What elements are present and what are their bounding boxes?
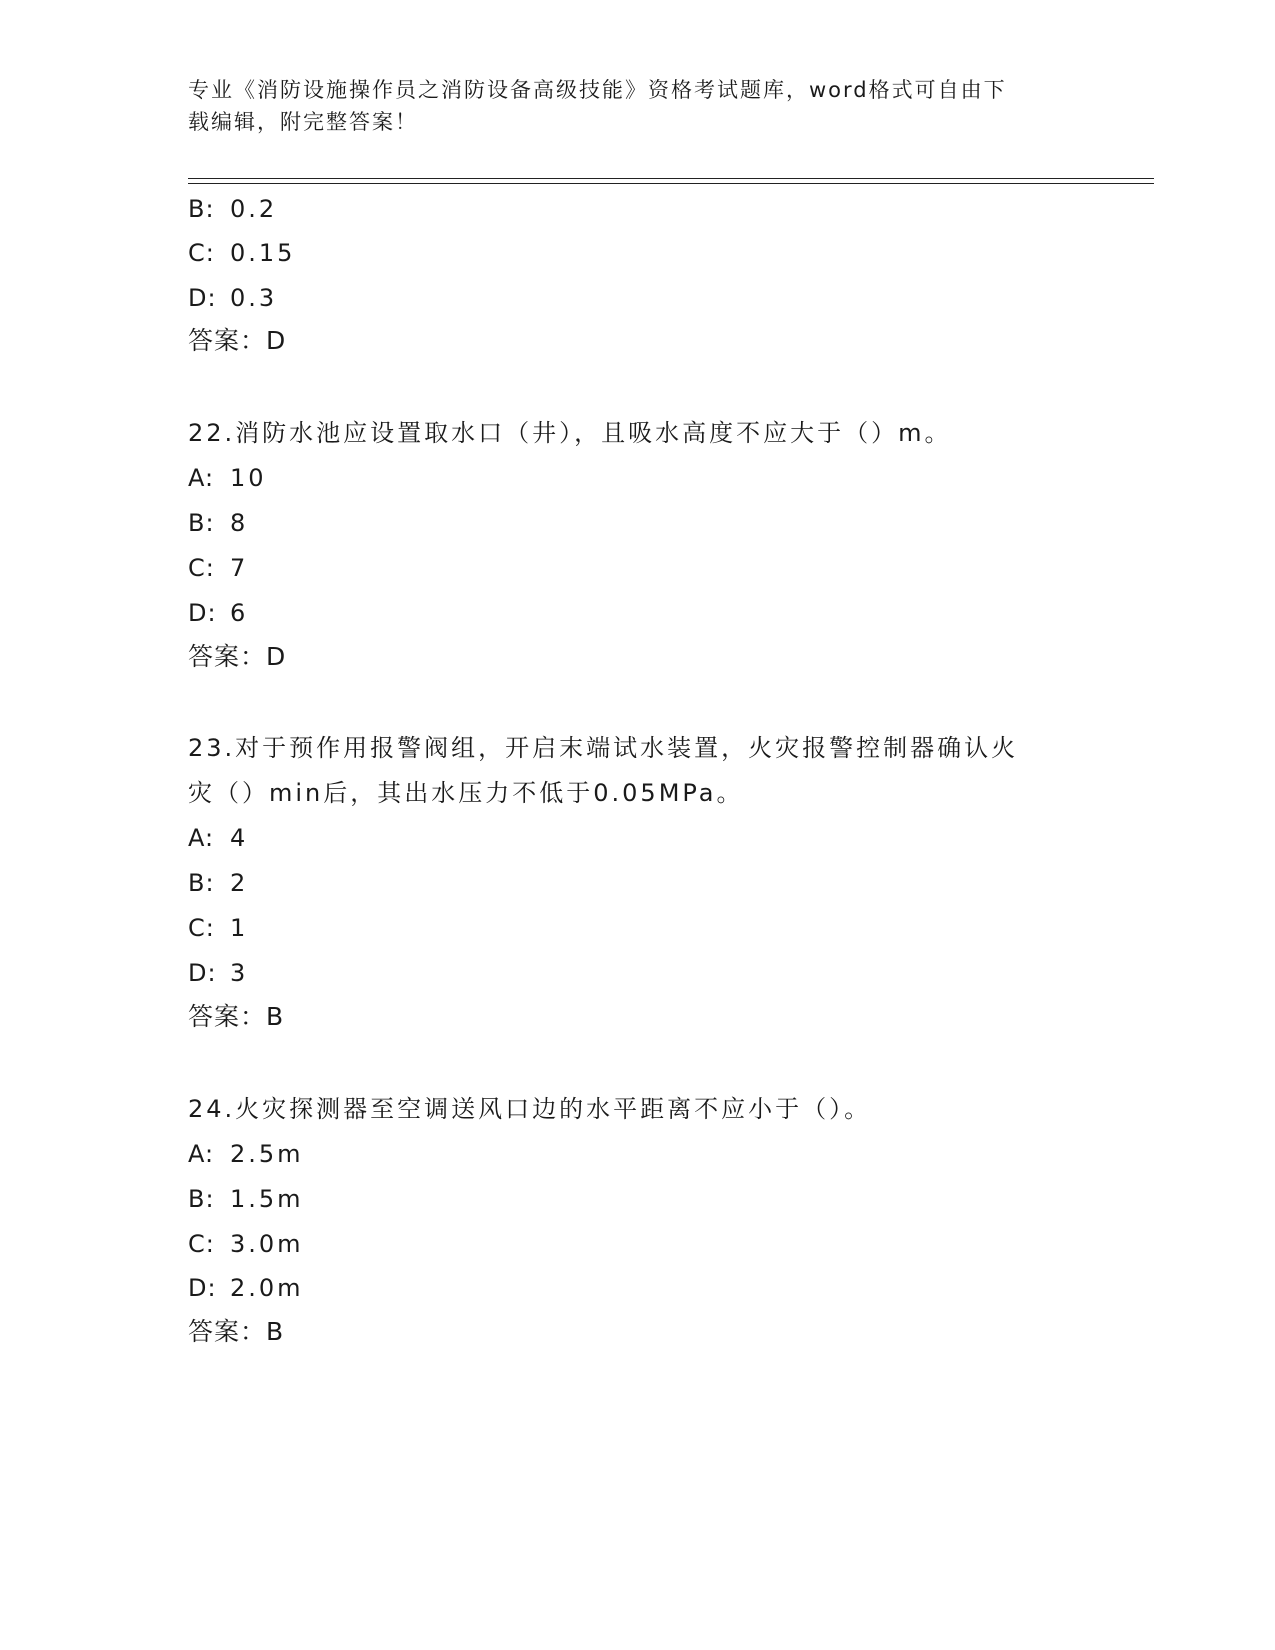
header-title-line-2: 载编辑，附完整答案！ — [188, 110, 418, 134]
option-text: 0.15 — [230, 239, 296, 267]
option-label: B: — [188, 195, 215, 223]
option-text: 1.5m — [230, 1185, 304, 1213]
option-text: 10 — [230, 464, 267, 492]
question-23-option-a — [188, 823, 248, 853]
option-text: 3.0m — [230, 1230, 304, 1258]
option-label: B: — [188, 509, 215, 537]
question-24-option-c — [188, 1229, 304, 1259]
document-header — [188, 74, 1068, 138]
option-label: B: — [188, 869, 215, 897]
option-text: 2.5m — [230, 1140, 304, 1168]
prev-option-b — [188, 194, 277, 224]
option-text: 7 — [230, 554, 249, 582]
question-24-option-d — [188, 1273, 304, 1303]
prev-answer: 答案：D — [188, 326, 287, 355]
question-23-option-b — [188, 868, 248, 898]
question-22-option-c — [188, 553, 248, 583]
option-label: C: — [188, 1230, 215, 1258]
option-label: C: — [188, 914, 215, 942]
prev-option-c — [188, 238, 295, 268]
prev-option-d — [188, 283, 277, 313]
option-label: D: — [188, 1274, 217, 1302]
question-23-answer: 答案：B — [188, 1002, 285, 1031]
question-22-answer: 答案：D — [188, 642, 287, 671]
option-text: 4 — [230, 824, 249, 852]
option-label: A: — [188, 824, 215, 852]
question-24-answer: 答案：B — [188, 1317, 285, 1346]
question-22-stem: 22.消防水池应设置取水口（井），且吸水高度不应大于（）m。 — [188, 419, 952, 447]
option-text: 3 — [230, 959, 249, 987]
option-label: D: — [188, 959, 217, 987]
header-divider-top — [188, 178, 1154, 179]
question-23-stem-line-1: 23.对于预作用报警阀组，开启末端试水装置，火灾报警控制器确认火 — [188, 734, 1019, 762]
question-23-option-c — [188, 913, 248, 943]
header-title-line-1: 专业《消防设施操作员之消防设备高级技能》资格考试题库，word格式可自由下 — [188, 78, 1007, 102]
option-text: 2.0m — [230, 1274, 304, 1302]
question-22-option-d — [188, 598, 248, 628]
question-23-stem-line-2: 灾（）min后，其出水压力不低于0.05MPa。 — [188, 779, 744, 807]
question-22-option-b — [188, 508, 248, 538]
option-label: A: — [188, 464, 215, 492]
option-label: B: — [188, 1185, 215, 1213]
question-24-option-a — [188, 1139, 304, 1169]
option-text: 1 — [230, 914, 249, 942]
option-label: C: — [188, 239, 215, 267]
header-divider-bottom — [188, 183, 1154, 184]
option-text: 2 — [230, 869, 249, 897]
question-22-option-a — [188, 463, 267, 493]
option-text: 8 — [230, 509, 249, 537]
question-23-option-d — [188, 958, 248, 988]
option-label: D: — [188, 599, 217, 627]
question-24-stem: 24.火灾探测器至空调送风口边的水平距离不应小于（）。 — [188, 1095, 872, 1123]
question-24-option-b — [188, 1184, 304, 1214]
option-label: C: — [188, 554, 215, 582]
option-text: 0.3 — [230, 284, 278, 312]
option-text: 0.2 — [230, 195, 278, 223]
option-text: 6 — [230, 599, 249, 627]
option-label: D: — [188, 284, 217, 312]
option-label: A: — [188, 1140, 215, 1168]
